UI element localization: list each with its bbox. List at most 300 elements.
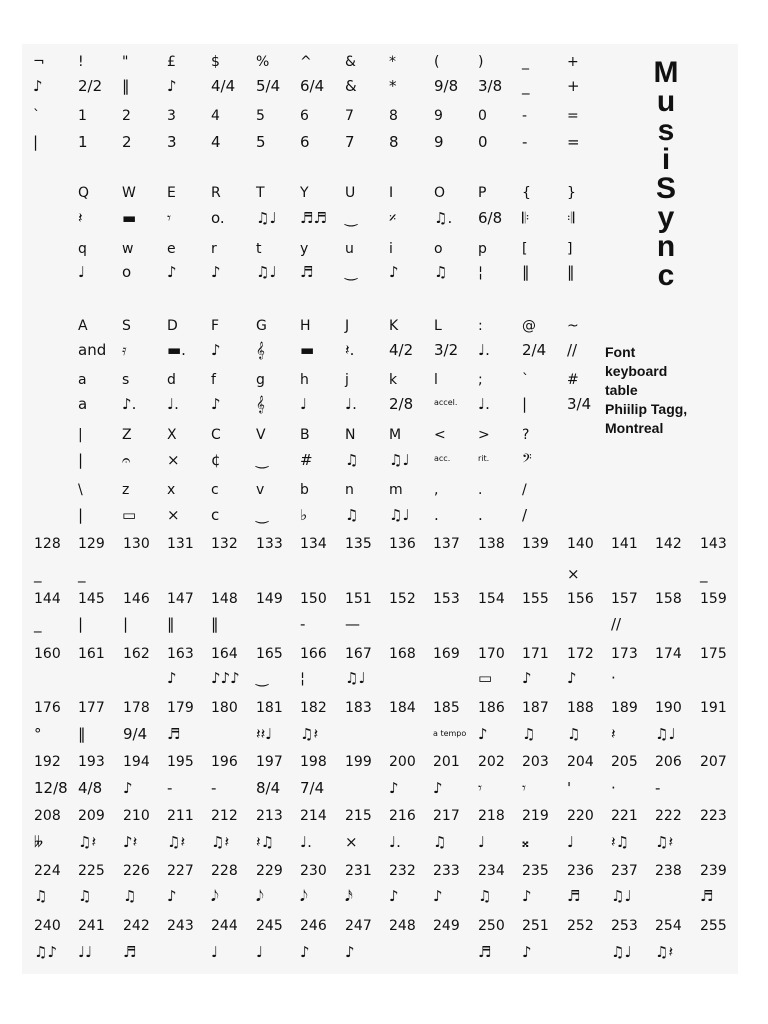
key-label: 6 xyxy=(300,108,309,124)
code-glyph: ▭ xyxy=(478,669,493,687)
code-number: 140 xyxy=(567,536,594,552)
key-glyph: & xyxy=(345,77,357,95)
key-label: a xyxy=(78,372,87,388)
code-number: 217 xyxy=(433,808,460,824)
key-glyph: ♭ xyxy=(300,506,308,524)
code-number: 181 xyxy=(256,700,283,716)
key-label: T xyxy=(256,185,265,201)
code-number: 128 xyxy=(34,536,61,552)
code-number: 156 xyxy=(567,591,594,607)
key-glyph: 7 xyxy=(345,133,355,151)
key-label: > xyxy=(478,427,490,443)
key-glyph: 4/2 xyxy=(389,341,414,359)
code-number: 216 xyxy=(389,808,416,824)
key-label: P xyxy=(478,185,487,201)
key-label: v xyxy=(256,482,265,498)
code-number: 139 xyxy=(522,536,549,552)
code-number: 187 xyxy=(522,700,549,716)
code-number: 242 xyxy=(123,918,150,934)
key-label: 7 xyxy=(345,108,354,124)
code-number: 172 xyxy=(567,646,594,662)
code-number: 167 xyxy=(345,646,372,662)
code-glyph: · xyxy=(611,779,616,797)
key-glyph: ♪. xyxy=(122,395,137,413)
key-glyph: . xyxy=(478,506,483,524)
code-number: 150 xyxy=(300,591,327,607)
code-number: 220 xyxy=(567,808,594,824)
code-number: 161 xyxy=(78,646,105,662)
title-letter: c xyxy=(657,259,675,292)
code-number: 210 xyxy=(123,808,150,824)
key-label: j xyxy=(345,372,349,388)
code-glyph: ♪ xyxy=(300,943,310,961)
code-number: 159 xyxy=(700,591,727,607)
key-glyph: ♪ xyxy=(211,341,221,359)
title-letter: y xyxy=(657,201,675,234)
title-letter: n xyxy=(656,230,676,263)
code-number: 166 xyxy=(300,646,327,662)
code-glyph: ♬ xyxy=(567,887,581,905)
key-glyph: 9/8 xyxy=(434,77,459,95)
code-number: 235 xyxy=(522,863,549,879)
key-label: G xyxy=(256,318,267,334)
key-glyph: ♩ xyxy=(78,263,86,281)
key-label: ? xyxy=(522,427,530,443)
code-number: 240 xyxy=(34,918,61,934)
code-glyph: 4/8 xyxy=(78,779,103,797)
code-number: 225 xyxy=(78,863,105,879)
key-glyph: ♩. xyxy=(478,341,490,359)
code-number: 195 xyxy=(167,754,194,770)
key-label: z xyxy=(122,482,130,498)
key-glyph: ▬ xyxy=(300,341,315,359)
code-number: 218 xyxy=(478,808,505,824)
key-label: V xyxy=(256,427,266,443)
code-number: 248 xyxy=(389,918,416,934)
key-glyph: ♪ xyxy=(167,263,177,281)
code-glyph: ♪ xyxy=(522,887,532,905)
code-number: 197 xyxy=(256,754,283,770)
code-glyph: _ xyxy=(34,565,42,583)
key-label: * xyxy=(389,54,396,70)
key-glyph: | xyxy=(78,451,84,469)
key-glyph: ‖ xyxy=(567,263,575,281)
key-glyph: 3 xyxy=(167,133,177,151)
key-label: ! xyxy=(78,54,84,70)
key-glyph: ‖ xyxy=(522,263,530,281)
code-number: 170 xyxy=(478,646,505,662)
key-glyph: _ xyxy=(522,77,530,95)
key-label: ¬ xyxy=(33,54,45,70)
key-glyph: 6 xyxy=(300,133,310,151)
key-glyph: 4/4 xyxy=(211,77,236,95)
code-number: 222 xyxy=(655,808,682,824)
code-number: 138 xyxy=(478,536,505,552)
code-number: 186 xyxy=(478,700,505,716)
key-label: K xyxy=(389,318,399,334)
code-number: 178 xyxy=(123,700,150,716)
key-glyph: 5/4 xyxy=(256,77,281,95)
key-glyph: a xyxy=(78,395,88,413)
code-glyph: × xyxy=(345,833,358,851)
key-glyph: c xyxy=(211,506,220,524)
code-number: 207 xyxy=(700,754,727,770)
key-glyph: 3/2 xyxy=(434,341,459,359)
code-number: 237 xyxy=(611,863,638,879)
code-glyph: ♫ xyxy=(567,725,581,743)
code-glyph: 12/8 xyxy=(34,779,68,797)
code-glyph: ♪ xyxy=(123,779,133,797)
key-label: L xyxy=(434,318,442,334)
code-number: 147 xyxy=(167,591,194,607)
code-number: 209 xyxy=(78,808,105,824)
code-number: 182 xyxy=(300,700,327,716)
code-number: 185 xyxy=(433,700,460,716)
key-label: p xyxy=(478,241,487,257)
code-number: 214 xyxy=(300,808,327,824)
code-glyph: _ xyxy=(34,615,42,633)
code-number: 163 xyxy=(167,646,194,662)
key-glyph: 𝄢 xyxy=(522,451,532,469)
key-label: & xyxy=(345,54,356,70)
key-glyph: ♫♩ xyxy=(256,263,277,281)
key-label: # xyxy=(567,372,579,388)
key-label: m xyxy=(389,482,403,498)
key-glyph: // xyxy=(567,341,578,359)
code-number: 196 xyxy=(211,754,238,770)
code-number: 227 xyxy=(167,863,194,879)
key-label: q xyxy=(78,241,87,257)
code-glyph: ♩ xyxy=(478,833,486,851)
key-label: l xyxy=(434,372,438,388)
key-glyph: ♪ xyxy=(167,77,177,95)
code-number: 219 xyxy=(522,808,549,824)
key-label: 9 xyxy=(434,108,443,124)
code-glyph: ♩. xyxy=(389,833,401,851)
code-number: 224 xyxy=(34,863,61,879)
key-glyph: 5 xyxy=(256,133,266,151)
code-glyph: _ xyxy=(78,565,86,583)
code-glyph: ♩ xyxy=(256,943,264,961)
code-glyph: 𝄪 xyxy=(522,833,529,851)
key-glyph: ♬♬ xyxy=(300,209,327,227)
code-number: 184 xyxy=(389,700,416,716)
code-glyph: ♪ xyxy=(389,887,399,905)
code-glyph: ' xyxy=(567,779,572,797)
key-label: s xyxy=(122,372,130,388)
code-number: 230 xyxy=(300,863,327,879)
key-glyph: ‿ xyxy=(256,506,269,524)
key-label: y xyxy=(300,241,309,257)
code-glyph: ♫𝄽 xyxy=(167,833,186,851)
key-label: ( xyxy=(434,54,440,70)
credit-line: keyboard xyxy=(605,363,668,379)
title-letter: S xyxy=(655,172,676,205)
key-label: " xyxy=(122,54,129,70)
key-label: _ xyxy=(522,54,529,70)
key-glyph: 𝄽 xyxy=(78,209,83,227)
key-glyph: 𝄾 xyxy=(167,209,171,227)
key-label: 5 xyxy=(256,108,265,124)
key-glyph: = xyxy=(567,133,580,151)
code-number: 152 xyxy=(389,591,416,607)
credit-line: table xyxy=(605,382,638,398)
key-label: b xyxy=(300,482,309,498)
key-glyph: 0 xyxy=(478,133,488,151)
key-label: A xyxy=(78,318,88,334)
code-glyph: ‖ xyxy=(211,615,219,633)
key-glyph: 8 xyxy=(389,133,399,151)
key-label: H xyxy=(300,318,311,334)
code-glyph: ♫𝄽 xyxy=(78,833,97,851)
code-number: 202 xyxy=(478,754,505,770)
code-glyph: ♫𝄽 xyxy=(655,943,674,961)
code-glyph: ♪♪♪ xyxy=(211,669,240,687)
code-number: 148 xyxy=(211,591,238,607)
code-number: 253 xyxy=(611,918,638,934)
code-number: 234 xyxy=(478,863,505,879)
code-number: 215 xyxy=(345,808,372,824)
code-number: 169 xyxy=(433,646,460,662)
key-label: } xyxy=(567,185,576,201)
key-label: . xyxy=(478,482,483,498)
code-number: 189 xyxy=(611,700,638,716)
key-glyph: ¢ xyxy=(211,451,221,469)
key-label: e xyxy=(167,241,176,257)
code-glyph: ♪ xyxy=(167,669,177,687)
key-glyph: ‿ xyxy=(345,209,358,227)
key-label: U xyxy=(345,185,356,201)
key-label: M xyxy=(389,427,402,443)
code-glyph: ♫𝄽 xyxy=(211,833,230,851)
code-number: 245 xyxy=(256,918,283,934)
key-glyph: ♫ xyxy=(434,263,448,281)
key-label: ) xyxy=(478,54,484,70)
code-number: 192 xyxy=(34,754,61,770)
key-label: + xyxy=(567,54,579,70)
credit-line: Phiilip Tagg, xyxy=(605,401,688,417)
key-label: < xyxy=(434,427,446,443)
key-glyph: 𝄇 xyxy=(567,209,575,227)
code-glyph: 𝅘𝅥𝅮 xyxy=(211,887,219,905)
code-glyph: 𝄽 xyxy=(611,725,616,743)
code-number: 188 xyxy=(567,700,594,716)
code-number: 134 xyxy=(300,536,327,552)
key-label: F xyxy=(211,318,220,334)
key-glyph: acc. xyxy=(434,454,451,463)
key-glyph: ♫♩ xyxy=(256,209,277,227)
key-glyph: | xyxy=(78,506,84,524)
key-glyph: ♫ xyxy=(345,506,359,524)
code-number: 194 xyxy=(123,754,150,770)
code-number: 149 xyxy=(256,591,283,607)
key-label: Z xyxy=(122,427,132,443)
key-glyph: ♬ xyxy=(300,263,314,281)
key-glyph: 6/8 xyxy=(478,209,503,227)
code-number: 191 xyxy=(700,700,727,716)
code-number: 221 xyxy=(611,808,638,824)
key-label: @ xyxy=(522,318,536,334)
key-label: E xyxy=(167,185,176,201)
key-label: i xyxy=(389,241,393,257)
key-glyph: ‿ xyxy=(345,263,358,281)
credit-line: Montreal xyxy=(605,420,664,436)
code-glyph: 𝄫 xyxy=(34,833,44,851)
code-number: 129 xyxy=(78,536,105,552)
key-glyph: 𝄎 xyxy=(389,209,397,227)
key-glyph: 9 xyxy=(434,133,444,151)
key-glyph: ♩ xyxy=(300,395,308,413)
code-glyph: 𝄾 xyxy=(478,779,482,797)
key-glyph: ♩. xyxy=(167,395,179,413)
key-glyph: ♪ xyxy=(211,263,221,281)
code-glyph: ♫♩ xyxy=(611,887,632,905)
key-glyph: ¦ xyxy=(478,263,484,281)
key-glyph: ♪ xyxy=(33,77,43,95)
code-glyph: ♪ xyxy=(167,887,177,905)
code-glyph: ♫ xyxy=(78,887,92,905)
title-letter: s xyxy=(657,114,675,147)
code-number: 145 xyxy=(78,591,105,607)
key-glyph: / xyxy=(522,506,528,524)
key-label: , xyxy=(434,482,439,498)
key-label: t xyxy=(256,241,262,257)
code-number: 241 xyxy=(78,918,105,934)
code-number: 193 xyxy=(78,754,105,770)
key-glyph: ‖ xyxy=(122,77,130,95)
key-glyph: ▭ xyxy=(122,506,137,524)
key-glyph: ♩. xyxy=(345,395,357,413)
key-label: I xyxy=(389,185,394,201)
key-glyph: ♪ xyxy=(389,263,399,281)
key-glyph: 2/2 xyxy=(78,77,103,95)
code-number: 211 xyxy=(167,808,194,824)
code-number: 199 xyxy=(345,754,372,770)
code-number: 142 xyxy=(655,536,682,552)
key-label: ^ xyxy=(300,54,312,70)
code-number: 180 xyxy=(211,700,238,716)
key-glyph: rit. xyxy=(478,454,490,463)
key-label: W xyxy=(122,185,136,201)
code-glyph: ♩. xyxy=(300,833,312,851)
code-number: 136 xyxy=(389,536,416,552)
key-glyph: ♩. xyxy=(478,395,490,413)
key-label: x xyxy=(167,482,176,498)
key-glyph: 𝄿 xyxy=(122,341,127,359)
key-glyph: 2 xyxy=(122,133,132,151)
key-label: d xyxy=(167,372,176,388)
code-number: 160 xyxy=(34,646,61,662)
key-label: - xyxy=(522,108,528,124)
key-label: D xyxy=(167,318,178,334)
key-label: h xyxy=(300,372,309,388)
code-glyph: 9/4 xyxy=(123,725,148,743)
code-number: 130 xyxy=(123,536,150,552)
code-glyph: - xyxy=(655,779,661,797)
key-glyph: 6/4 xyxy=(300,77,325,95)
code-number: 132 xyxy=(211,536,238,552)
code-glyph: ♫ xyxy=(478,887,492,905)
key-label: ` xyxy=(33,108,40,124)
key-label: 0 xyxy=(478,108,487,124)
key-glyph: 3/4 xyxy=(567,395,592,413)
code-number: 144 xyxy=(34,591,61,607)
code-glyph: ¦ xyxy=(300,669,306,687)
code-number: 137 xyxy=(433,536,460,552)
code-glyph: 𝅘𝅥𝅮 xyxy=(300,887,308,905)
key-label: n xyxy=(345,482,354,498)
code-glyph: ♩ xyxy=(211,943,219,961)
key-glyph: ♪ xyxy=(211,395,221,413)
code-glyph: ° xyxy=(34,725,42,743)
code-number: 247 xyxy=(345,918,372,934)
code-number: 239 xyxy=(700,863,727,879)
key-label: S xyxy=(122,318,131,334)
code-glyph: ♪ xyxy=(567,669,577,687)
key-glyph: 2/4 xyxy=(522,341,547,359)
code-glyph: ♪𝄽 xyxy=(123,833,138,851)
code-number: 205 xyxy=(611,754,638,770)
key-label: o xyxy=(434,241,443,257)
key-label: = xyxy=(567,108,579,124)
code-glyph: ♪ xyxy=(345,943,355,961)
key-glyph: | xyxy=(522,395,528,413)
key-label: / xyxy=(522,482,527,498)
code-glyph: _ xyxy=(700,565,708,583)
code-number: 155 xyxy=(522,591,549,607)
key-glyph: 2/8 xyxy=(389,395,414,413)
code-glyph: ♪ xyxy=(522,669,532,687)
key-glyph: ♫ xyxy=(345,451,359,469)
key-glyph: ♫. xyxy=(434,209,453,227)
key-glyph: - xyxy=(522,133,528,151)
key-label: 8 xyxy=(389,108,398,124)
key-label: w xyxy=(122,241,134,257)
key-glyph: ♫♩ xyxy=(389,506,410,524)
code-glyph: · xyxy=(611,669,616,687)
key-label: C xyxy=(211,427,221,443)
code-number: 249 xyxy=(433,918,460,934)
key-label: : xyxy=(478,318,483,334)
key-glyph: ♫♩ xyxy=(389,451,410,469)
key-glyph: ▬. xyxy=(167,341,186,359)
key-label: 4 xyxy=(211,108,220,124)
code-glyph: ♫ xyxy=(123,887,137,905)
code-glyph: 𝄽♫ xyxy=(256,833,275,851)
key-glyph: 4 xyxy=(211,133,221,151)
key-glyph: and xyxy=(78,341,107,359)
code-number: 143 xyxy=(700,536,727,552)
code-glyph: ♬ xyxy=(123,943,137,961)
code-number: 158 xyxy=(655,591,682,607)
key-glyph: . xyxy=(434,506,439,524)
credit-line: Font xyxy=(605,344,636,360)
key-label: \ xyxy=(78,482,83,498)
code-number: 165 xyxy=(256,646,283,662)
code-number: 229 xyxy=(256,863,283,879)
title-letter: M xyxy=(653,56,679,89)
code-glyph: ♫𝄽 xyxy=(300,725,319,743)
key-label: X xyxy=(167,427,177,443)
code-number: 206 xyxy=(655,754,682,770)
code-number: 177 xyxy=(78,700,105,716)
code-glyph: ♫𝄽 xyxy=(655,833,674,851)
code-number: 228 xyxy=(211,863,238,879)
key-glyph: 𝄆 xyxy=(522,209,530,227)
code-glyph: - xyxy=(167,779,173,797)
code-glyph: ♬ xyxy=(167,725,181,743)
key-glyph: 1 xyxy=(78,133,88,151)
